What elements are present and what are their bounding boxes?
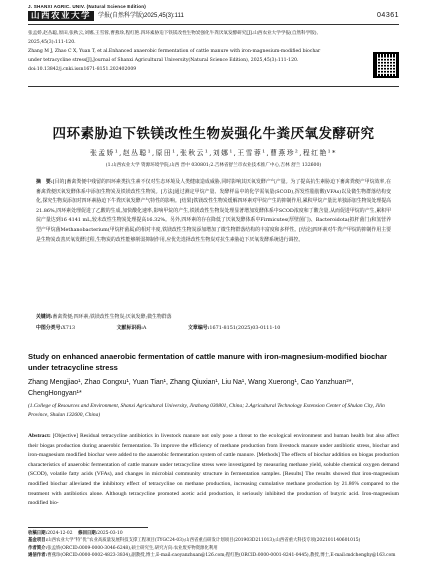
clc-label: 中图分类号: [36,325,63,331]
author-bio-line [28,545,399,552]
article-number-value: 1671-8151(2025)03-0111-10 [209,325,281,331]
citation-line: 2025,45(3):111-120. [28,40,76,45]
citation-rule [28,86,399,87]
abstract-cn [36,178,391,245]
article-title-en: Study on enhanced anaerobic fermentation of cattle manure with iron-magnesium-modified biochar under tetracycline stress [28,352,388,372]
author-bio-value: 张孟娇(ORCID:0009-0000-3046-6248),硕士研究生,研究方向:农业废弃物资源化利用 [47,545,218,551]
author-bio-label: 作者简介: [28,545,48,551]
article-title-cn: 四环素胁迫下铁镁改性生物炭强化牛粪厌氧发酵研究 [52,126,375,142]
citation-line: 张孟娇,赵丛聪,原田,张秋云,刘娜,王雪蓉,曹燕珍,程红艳.四环素胁迫下铁镁改性生物炭强化牛粪厌氧发酵研究[J].山西农业大学学报(自然科学版), [28,31,319,36]
corresponding-line [28,552,399,559]
fund-label: 基金项目: [28,538,48,544]
citation-line: under tetracycline stress[J].Journal of Shanxi Agricultural University(Natural Science Edition), 2025,45(3):111-120. [28,58,299,63]
classification-row [36,324,391,334]
keywords-cn [36,313,391,323]
qr-code-icon [373,52,399,78]
journal-header [28,11,399,23]
citation-block [28,29,358,74]
footnote-rule [28,527,148,528]
abstract-cn-label: 摘 要: [36,179,53,185]
abstract-en [28,432,399,509]
affiliation-en: (1.College of Resources and Environment, Shanxi Agricultural University, Jinzhong 030801, China; 2.Agricultural Technology Extension Center of Shulan City, Jilin Province, Shulan 132600, China) [28,403,385,418]
page-code: 04361 [377,12,399,19]
doc-code-label: 文献标识码: [116,325,143,331]
journal-english-name: J. SHANXI AGRIC. UNIV. (Natural Science Edition) [28,4,146,9]
revised-label: 修回日期: [78,531,98,536]
article-number-label: 文章编号: [188,325,210,331]
footnote [28,530,399,560]
corresponding-label: 通信作者: [28,553,48,559]
clc-value: X713 [62,325,76,331]
doc-code-value: A [142,325,147,331]
authors-en: Zhang Mengjiao¹, Zhao Congxu¹, Yuan Tian¹, Zhang Qiuxian¹, Liu Na¹, Wang Xuerong¹, Cao Yanzhuan²*, ChengHongyan¹* [28,379,354,397]
doi-line: doi:10.13842/j.cnki.issn1671-8151.202402009 [28,67,137,72]
abstract-cn-text: [目的]畜禽粪便中残留的四环素类抗生素不仅对生态环境及人类健康造成威胁,同时影响其厌氧发酵产气产量。为了提高抗生素胁迫下畜禽粪便产甲烷效率,在畜禽粪便厌氧发酵体系中添加生物炭及铁镁改性生物炭。[方法]通过测定甲烷产量、发酵样品中的化学需氧量(SCOD),挥发性脂肪酸(VFAs)以及微生物群落结构变化,探究生物炭添加对四环素胁迫下牛粪厌氧发酵产气特性的影响。[结果]铁镁改性生物炭缓解四环素对甲烷产生的抑制作用,累积甲烷产量比单独添加生物炭处理提高21.86%,四环素处理促进了乙酸的生成,加快酸化速率,影响甲烷的产生,铁镁改性生物炭处理显著增加发酵体系中SCOD浓度和丁酸含量,从而促进甲烷的产生,累积甲烷产量达到16 4141 mL,较未改性生物炭处理提高16.32%。另外,四环素的存在降低了厌氧发酵体系中Firmicutes(厚壁菌门)、Bacteroidota(拟杆菌门)和氢营养型产甲烷菌Methanobacterium(甲烷杆菌属)的相对丰度,铁镁改性生物炭添加增加了微生物群落结构的丰富度和多样性。[结论]四环素对牛粪产甲烷的抑制作用主要是生物炭改善厌氧发酵过程,生物炭的改性能够削弱抑制作用,应优先选择改性生物炭对抗生素胁迫下厌氧发酵系统进行调控。 [36,179,391,243]
dates-line [28,530,399,537]
journal-issue: 学报(自然科学版)2025,45(3):111 [98,13,184,19]
received-label: 收稿日期: [28,531,48,536]
keywords-cn-text: 畜禽粪便;四环素;铁镁改性生物炭;厌氧发酵;微生物群落 [52,314,172,320]
received-value: 2024-12-02 [47,531,73,536]
authors-cn: 张孟娇¹,赵丛聪¹,原田¹,张秋云¹,刘娜¹,王雪蓉¹,曹燕珍²,程红艳¹* [90,149,337,157]
fund-line [28,537,399,544]
abstract-en-label: Abstract: [28,433,51,439]
revised-value: 2025-03-10 [97,531,123,536]
fund-value: 山西农业大学“特”优“农业高质量发展科技支撑工程项目(TYGC24-03);山西省重点研发计划项目(201903D211013);山西省重大科技专项(202101140601015) [47,538,361,544]
header-rule [28,24,399,25]
keywords-cn-label: 关键词: [36,314,53,320]
corresponding-value: 曹燕珍(ORCID:0000-0002-4823-3834),副教授,博士,E-mail:caoyanzhuan@126.com;程红艳(ORCID:0000-0001-8241-0445),教授,博士,E-mail:mdchenghy@163.com [47,553,396,559]
abstract-en-text: [Objective] Residual tetracycline antibiotics in livestock manure not only pose a threat to the ecological environment and human health but also affect their biogas production during anaerobic fermentation. To improve the efficiency of methane production from livestock manure under antibiotic stress, biochar and iron-magnesium modified biochar were added to the anaerobic fermentation system of cattle manure. [Methods] The effects of biochar addition on biogas production characteristics of anaerobic fermentation of cattle manure under tetracycline stress were investigated by measuring methane yield, soluble chemical oxygen demand (SCOD), volatile fatty acids (VFAs), and changes in microbial community structure in fermentation samples. [Results] The results showed that iron-magnesium modified biochar alleviated the inhibitory effect of tetracycline on methane production, increasing cumulative methane production by 21.86% compared to the treatment with antibiotics alone. Although tetracycline promoted acetic acid production, it seriously inhibited the production of butyric acid. Iron-magnesium modified bio- [28,433,399,507]
journal-name: 山西农业大学 [28,11,94,21]
affiliation-cn: (1.山西农业大学 资源环境学院,山西 晋中 030801;2.吉林省舒兰市农业技术推广中心,吉林 舒兰 132600) [105,163,322,168]
citation-line: Zhang M J, Zhao C X, Yuan T, et al.Enhanced anaerobic fermentation of cattle manure with iron-magnesium-modified biochar [28,49,321,54]
